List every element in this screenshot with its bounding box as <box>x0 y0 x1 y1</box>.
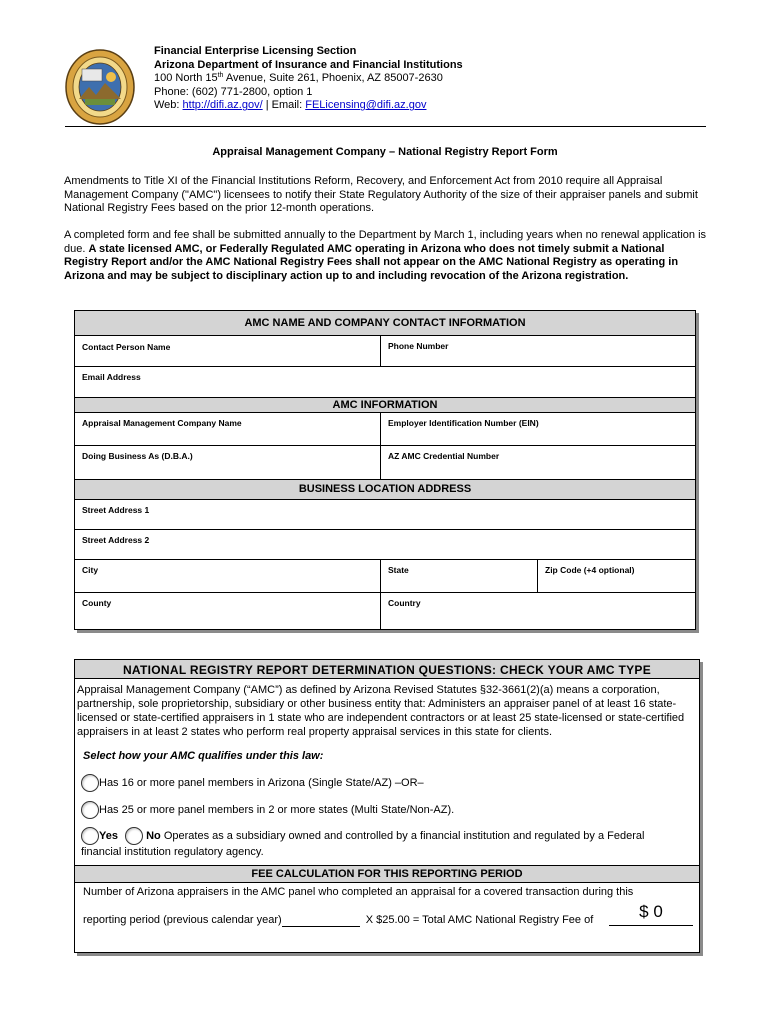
form-title: Appraisal Management Company – National Registry Report Form <box>212 146 558 158</box>
ein-field[interactable]: Employer Identification Number (EIN) <box>381 413 695 446</box>
subsidiary-question: Yes No Operates as a subsidiary owned and controlled by a financial institution and regulated by a Federal financial institution regulatory agency. <box>81 827 686 859</box>
dba-field[interactable]: Doing Business As (D.B.A.) <box>75 446 381 480</box>
arizona-seal-logo <box>65 49 135 125</box>
option-single-state: Has 16 or more panel members in Arizona (Single State/AZ) –OR– <box>81 774 424 792</box>
intro-paragraph-1: Amendments to Title XI of the Financial Institutions Reform, Recovery, and Enforcement Act from 2010 require all Appraisal Management Company ("AMC") licensees to notify their State Regulatory Authority of the size of their appraiser panels and submit National Registry Fees based on the prior 12-month operations. <box>64 175 698 215</box>
credential-number-field[interactable]: AZ AMC Credential Number <box>381 446 695 480</box>
company-name-field[interactable]: Appraisal Management Company Name <box>75 413 381 446</box>
amc-info-title: AMC INFORMATION <box>75 398 695 413</box>
zip-code-field[interactable]: Zip Code (+4 optional) <box>538 560 695 593</box>
business-address-title: BUSINESS LOCATION ADDRESS <box>75 480 695 500</box>
street-address-2-field[interactable]: Street Address 2 <box>75 530 695 560</box>
city-field[interactable]: City <box>75 560 381 593</box>
website-link[interactable]: http://difi.az.gov/ <box>182 99 263 112</box>
agency-address: 100 North 15th Avenue, Suite 261, Phoenix, AZ 85007-2630 <box>154 72 443 85</box>
county-field[interactable]: County <box>75 593 381 629</box>
fee-calculation-title: FEE CALCULATION FOR THIS REPORTING PERIOD <box>75 865 699 883</box>
contact-section-title: AMC NAME AND COMPANY CONTACT INFORMATION <box>75 311 695 336</box>
email-address-field[interactable]: Email Address <box>75 367 695 398</box>
fee-description-line1: Number of Arizona appraisers in the AMC panel who completed an appraisal for a covered transaction during this <box>83 886 634 898</box>
multi-state-radio[interactable] <box>81 801 99 819</box>
determination-section <box>74 659 700 953</box>
amc-definition-text: Appraisal Management Company (“AMC”) as defined by Arizona Revised Statutes §32-3661(2)(a) means a corporation, partnership, sole proprietorship, subsidiary or other business entity that: Administers an appraiser panel of at least 16 state-licensed or state-certified appraisers in 1 state who are independent contractors or at least 25 state-licensed or state-certified appraisers in at least 2 states who perform real property appraisal services in this state for clients. <box>77 684 685 738</box>
amc-info-form-section <box>74 310 696 630</box>
section-name: Financial Enterprise Licensing Section <box>154 45 357 57</box>
determination-title: NATIONAL REGISTRY REPORT DETERMINATION QUESTIONS: CHECK YOUR AMC TYPE <box>75 660 699 679</box>
agency-web-email: Web: http://difi.az.gov/ | Email: FELicensing@difi.az.gov <box>154 99 427 112</box>
agency-header <box>154 45 463 113</box>
contact-person-field[interactable]: Contact Person Name <box>75 336 381 367</box>
appraiser-count-input[interactable] <box>282 914 360 927</box>
agency-phone: Phone: (602) 771-2800, option 1 <box>154 85 313 98</box>
header-divider <box>65 126 706 127</box>
yes-radio[interactable] <box>81 827 99 845</box>
fee-description-line2: reporting period (previous calendar year) X $25.00 = Total AMC National Registry Fee of <box>83 914 594 926</box>
intro-paragraph-2: A completed form and fee shall be submitted annually to the Department by March 1, including years when no renewal application is due. A state licensed AMC, or Federally Regulated AMC operating in Arizona who does not timely submit a National Registry Report and/or the AMC National Registry Fees shall not appear on the AMC National Registry as operating in Arizona and may be subject to disciplinary action up to and including revocation of the Arizona registration. <box>64 229 707 282</box>
state-field[interactable]: State <box>381 560 538 593</box>
total-fee-value: $ 0 <box>609 902 693 926</box>
phone-number-field[interactable]: Phone Number <box>381 336 695 367</box>
email-link[interactable]: FELicensing@difi.az.gov <box>305 99 427 112</box>
option-multi-state: Has 25 or more panel members in 2 or more states (Multi State/Non-AZ). <box>81 801 454 819</box>
department-name: Arizona Department of Insurance and Financial Institutions <box>154 58 463 71</box>
qualification-prompt: Select how your AMC qualifies under this law: <box>83 750 324 762</box>
single-state-radio[interactable] <box>81 774 99 792</box>
street-address-1-field[interactable]: Street Address 1 <box>75 500 695 530</box>
no-radio[interactable] <box>125 827 143 845</box>
country-field[interactable]: Country <box>388 598 421 608</box>
